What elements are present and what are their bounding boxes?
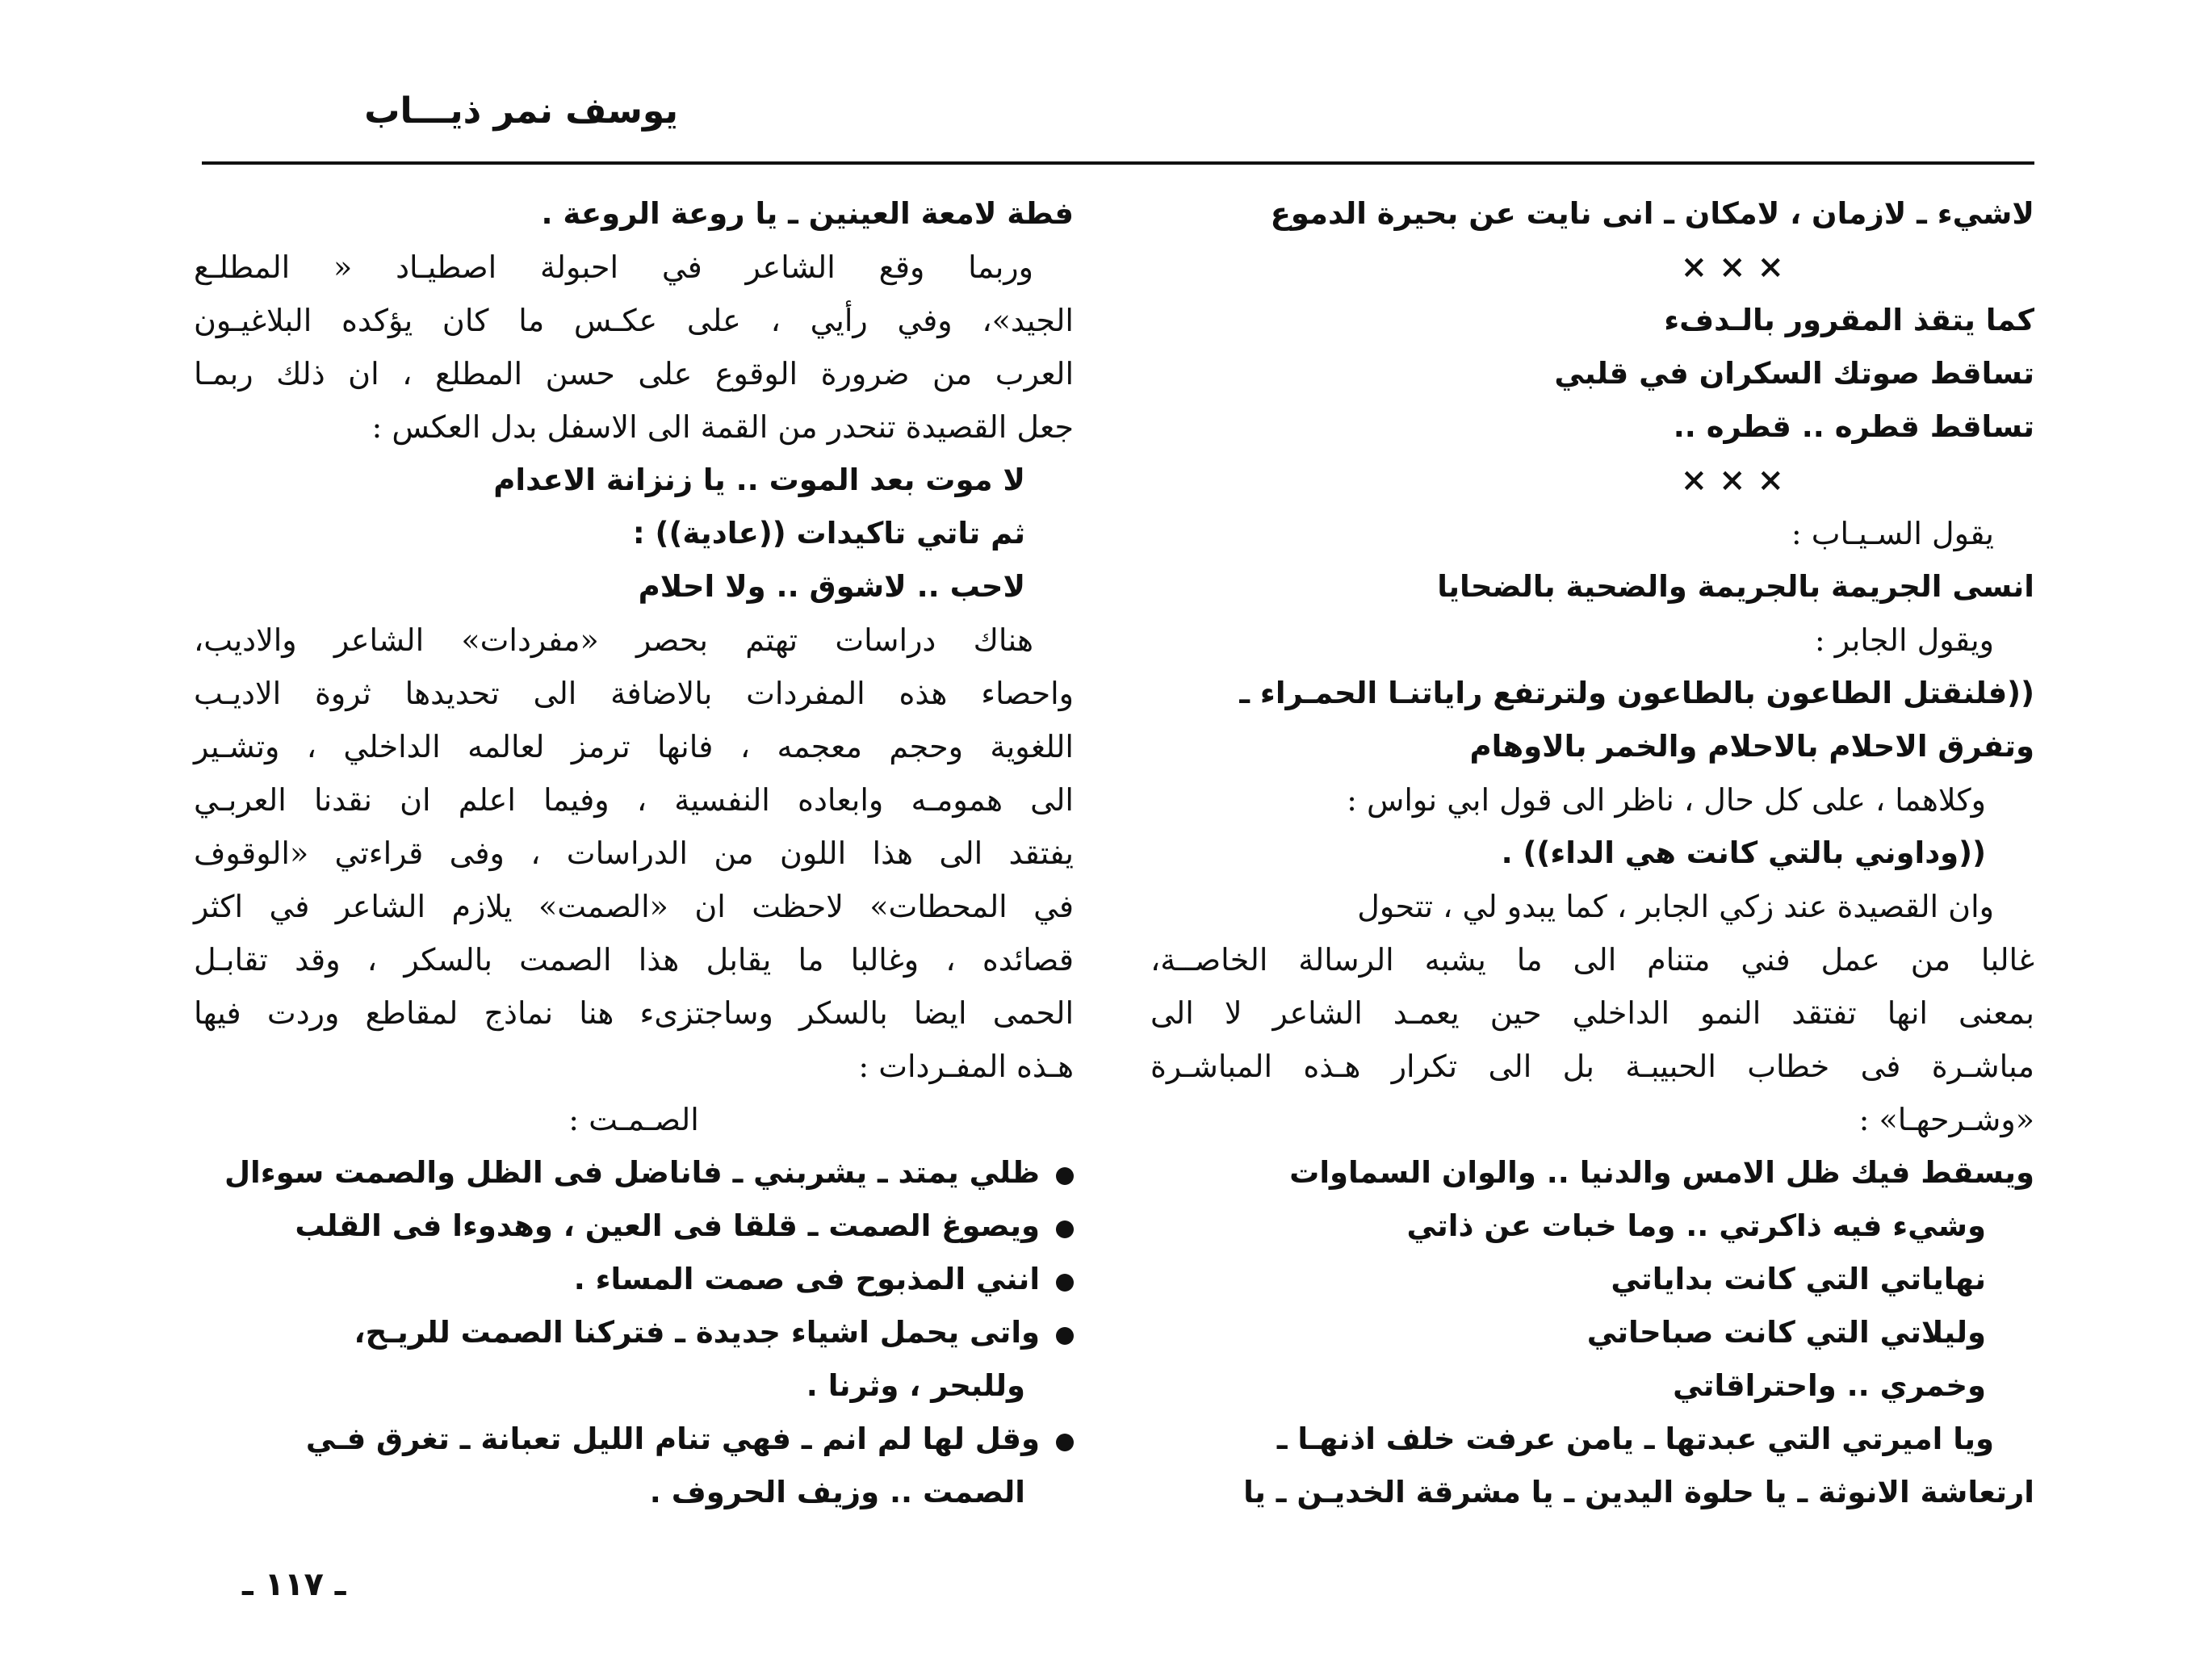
right-column-line: نهاياتي التي كانت بداياتي [1611, 1262, 1986, 1296]
left-column-line: وربما وقع الشاعر في احبولة اصطيـاد « المطلـع [194, 249, 1033, 285]
left-column-line: جعل القصيدة تنحدر من القمة الى الاسفل بدل العكس : [371, 409, 1074, 445]
left-column-line: لاحب .. لاشوق .. ولا احلام [638, 569, 1025, 604]
right-column-line: لاشيء ـ لازمان ، لامكان ـ انى نايت عن بحيرة الدموع [1270, 196, 2034, 231]
right-column-line: انسى الجريمة بالجريمة والضحية بالضحايا [1437, 569, 2034, 604]
right-column-line: ويا اميرتي التي عبدتها ـ يامن عرفت خلف اذنهـا ـ [1276, 1421, 1994, 1456]
header-rule [202, 161, 2034, 165]
right-column-line: وليلاتي التي كانت صباحاتي [1586, 1315, 1986, 1350]
left-column-line: قصائده ، وغالبا ما يقابل هذا الصمت بالسكر ، وقد تقابـل [194, 942, 1074, 978]
left-column-line: الحمى ايضا بالسكر وساجتزىء هنا نماذج لمقاطع وردت فيها [194, 995, 1074, 1031]
right-column-line: كما يتقذ المقرور بالـدفء [1664, 303, 2034, 337]
right-column-line: وان القصيدة عند زكي الجابر ، كما يبدو لي ، تتحول [1357, 889, 1994, 924]
left-column-line: الجيد»، وفي رأيي ، على عكـس ما كان يؤكده البلاغيـون [194, 303, 1074, 338]
left-column-line: يفتقد الى هذا اللون من الدراسات ، وفى قراءتي «الوقوف [194, 835, 1074, 871]
right-column-line: وشيء فيه ذاكرتي .. وما خبات عن ذاتي [1406, 1208, 1986, 1243]
right-column-line: ((وداوني بالتي كانت هي الداء)) . [1501, 835, 1986, 870]
right-column-line: تساقط صوتك السكران في قلبي [1554, 356, 2034, 391]
left-column-line: لا موت بعد الموت .. يا زنزانة الاعدام [493, 463, 1025, 497]
left-column-line: الى همومـه وابعاده النفسية ، وفيما اعلم ان نقدنا العربـي [194, 782, 1074, 818]
page-number: ـ ١١٧ ـ [242, 1566, 346, 1603]
right-column-line: تساقط قطره .. قطره .. [1673, 409, 2034, 444]
right-column-line: غالبا من عمل فني متنام الى ما يشبه الرسالة الخاصــة، [1150, 942, 2034, 978]
right-column-line: يقول السـيـاب : [1791, 516, 1994, 551]
page-header [194, 90, 2034, 163]
right-column-line: × × × [1680, 248, 1784, 286]
right-column-line: وتفرق الاحلام بالاحلام والخمر بالاوهام [1469, 729, 2034, 764]
left-column-line: واتى يحمل اشياء جديدة ـ فتركنا الصمت للريـح، [194, 1306, 1074, 1359]
left-column-line: ثم تاتي تاكيدات ((عادية)) : [632, 516, 1025, 551]
right-column-line: بمعنى انها تفتقد النمو الداخلي حين يعمـد الشاعر لا الى [1150, 995, 2034, 1031]
right-column-line: ((فلنقتل الطاعون بالطاعون ولترتفع راياتنـا الحمـراء ـ [1239, 676, 2034, 710]
right-text-column [1150, 187, 2034, 1519]
left-column-line: ظلي يمتد ـ يشربني ـ فاناضل فى الظل والصمت سوءال [194, 1146, 1074, 1200]
left-column-line: فطة لامعة العينين ـ يا روعة الروعة . [541, 196, 1074, 231]
right-column-line: × × × [1680, 461, 1784, 499]
left-text-column [194, 187, 1074, 1519]
left-column-line: في المحطات» لاحظت ان «الصمت» يلازم الشاعر في اكثر [194, 889, 1074, 924]
right-column-line: وكلاهما ، على كل حال ، ناظر الى قول ابي نواس : [1347, 782, 1986, 818]
right-column-line: ويقول الجابر : [1814, 622, 1994, 658]
right-column-line: مباشـرة فى خطاب الحبيبـة بل الى تكرار هـذه المباشـرة [1150, 1049, 2034, 1084]
left-column-line: هناك دراسات تهتم بحصر «مفردات» الشاعر والاديب، [194, 622, 1033, 658]
left-column-line: واحصاء هذه المفردات بالاضافة الى تحديدها ثروة الاديـب [194, 676, 1074, 711]
left-column-line: ويصوغ الصمت ـ قلقا فى العين ، وهدوءا فى القلب [194, 1200, 1074, 1253]
left-column-line: اللغوية وحجم معجمه ، فانها ترمز لعالمه الداخلي ، وتشـير [194, 729, 1074, 764]
left-column-line: وللبحر ، وثرنا . [806, 1368, 1025, 1403]
left-column-line: انني المذبوح فى صمت المساء . [194, 1253, 1074, 1306]
left-column-line: الصمت .. وزيف الحروف . [649, 1475, 1025, 1509]
right-column-line: «وشـرحهـا» : [1858, 1102, 2034, 1137]
left-column-line: الصـمـت : [568, 1102, 699, 1137]
right-column-line: ارتعاشة الانوثة ـ يا حلوة اليدين ـ يا مشرقة الخديـن ـ يا [1243, 1475, 2034, 1509]
left-column-line: هـذه المفـردات : [858, 1049, 1074, 1084]
right-column-line: ويسقط فيك ظل الامس والدنيا .. والوان السماوات [1289, 1155, 2034, 1190]
left-column-line: العرب من ضرورة الوقوع على حسن المطلع ، ان ذلك ربمـا [194, 356, 1074, 391]
running-header-author: يوسف نمر ذيـــاب [364, 90, 678, 132]
right-column-line: وخمري .. واحتراقاتي [1673, 1368, 1986, 1403]
left-column-line: وقل لها لم انم ـ فهي تنام الليل تعبانة ـ تغرق فـي [194, 1413, 1074, 1466]
